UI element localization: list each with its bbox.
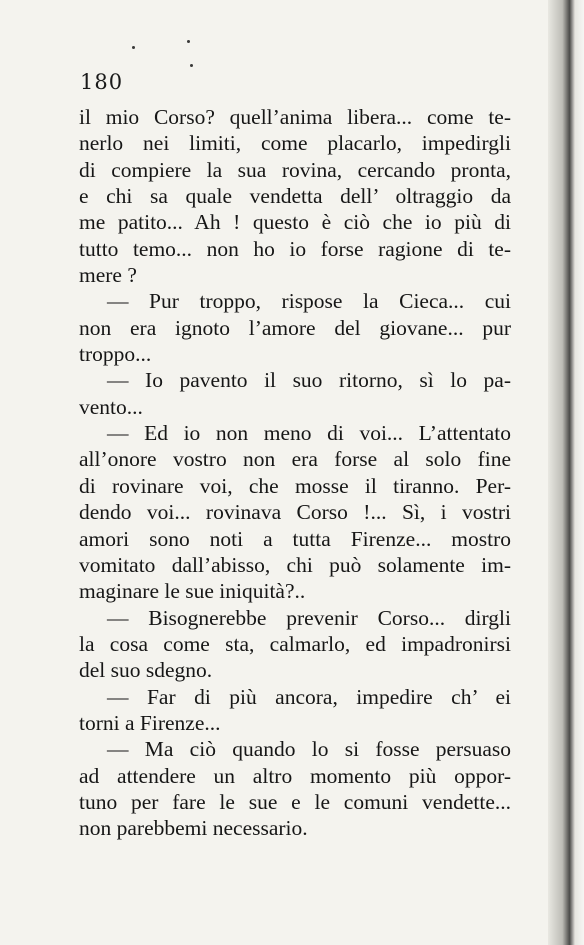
text-line: di rovinare voi, che mosse il tiranno. Per-	[79, 473, 511, 498]
text-line: il mio Corso? quell’anima libera... come te-	[79, 105, 511, 129]
text-line: — Far di più ancora, impedire ch’ ei	[107, 684, 511, 709]
text-line: troppo...	[79, 342, 152, 367]
text-line: torni a Firenze...	[79, 710, 221, 735]
text-line: non parebbemi necessario.	[79, 816, 308, 841]
text-line: dendo voi... rovinava Corso !... Sì, i vostri	[79, 500, 511, 525]
text-line: amori sono noti a tutta Firenze... mostro	[79, 526, 511, 551]
text-line: la cosa come sta, calmarlo, ed impadronirsi	[79, 631, 511, 656]
text-line: vomitato dall’abisso, chi può solamente im-	[79, 552, 511, 577]
body-text	[79, 104, 511, 842]
text-line: maginare le sue iniquità?..	[79, 579, 306, 604]
page-number: 180	[80, 70, 124, 94]
text-line: di compiere la sua rovina, cercando pronta,	[79, 157, 511, 182]
text-line: nerlo nei limiti, come placarlo, impedirgli	[79, 131, 511, 156]
ink-speck	[132, 46, 135, 49]
page-binding-edge	[548, 0, 584, 945]
text-line: del suo sdegno.	[79, 658, 213, 683]
ink-speck	[190, 64, 193, 67]
text-line: — Bisognerebbe prevenir Corso... dirgli	[107, 605, 511, 630]
text-line: e chi sa quale vendetta dell’ oltraggio da	[79, 184, 511, 209]
ink-speck	[187, 40, 190, 43]
text-line: all’onore vostro non era forse al solo fine	[79, 447, 511, 472]
text-line: vento...	[79, 394, 143, 419]
text-line: ad attendere un altro momento più oppor-	[79, 763, 511, 788]
text-line: mere ?	[79, 263, 137, 288]
text-line: tuno per fare le sue e le comuni vendette...	[79, 789, 511, 814]
text-line: non era ignoto l’amore del giovane... pur	[79, 315, 511, 340]
text-line: tutto temo... non ho io forse ragione di te-	[79, 236, 511, 261]
text-line: — Ma ciò quando lo si fosse persuaso	[107, 737, 511, 762]
text-line: — Ed io non meno di voi... L’attentato	[107, 421, 511, 446]
text-line: — Io pavento il suo ritorno, sì lo pa-	[107, 368, 511, 393]
text-line: me patito... Ah ! questo è ciò che io più di	[79, 210, 511, 235]
text-line: — Pur troppo, rispose la Cieca... cui	[107, 289, 511, 314]
